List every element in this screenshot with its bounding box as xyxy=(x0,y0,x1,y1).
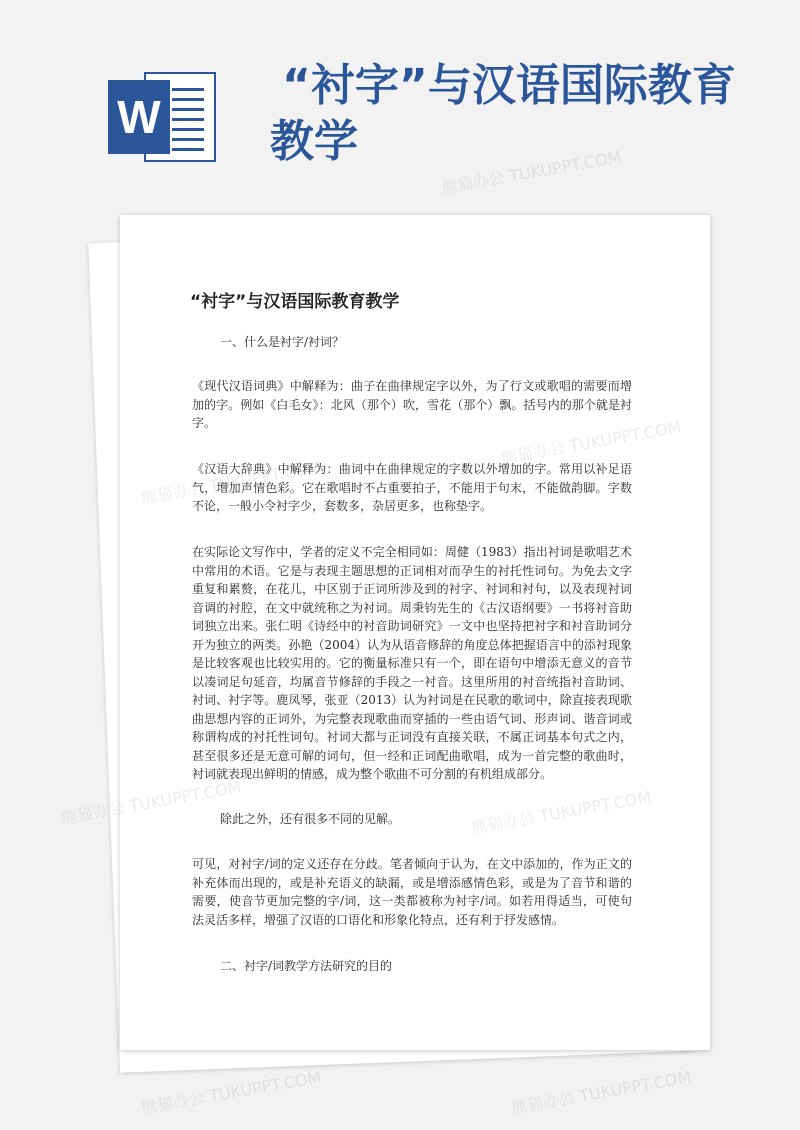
document-title: “衬字”与汉语国际教育教学 xyxy=(190,292,400,312)
section-heading-1: 一、什么是衬字/衬词？ xyxy=(220,335,345,349)
paragraph-modern-dictionary: 《现代汉语词典》中解释为：曲子在曲律规定字以外，为了行文或歌唱的需要而增加的字。例如《白毛女》：北风（那个）吹，雪花（那个）飘。括号内的那个就是衬字。 xyxy=(192,379,632,430)
watermark: 熊猫办公 xyxy=(59,797,127,828)
watermark: 熊猫办公 TUKUPPT.COM xyxy=(139,1067,323,1118)
document-page[interactable] xyxy=(120,215,710,1050)
paragraph-conclusion: 可见，对衬字/词的定义还存在分歧。笔者倾向于认为，在文中添加的，作为正文的补充体而出现的，或是补充语义的缺漏，或是增添感情色彩，或是为了音节和谐的需要，使音节更加完整的字/词，这一类都被称为衬字/词。如若用得适当，可使句法灵活多样，增强了汉语的口语化和形象化特点，还有利于抒发感情。 xyxy=(192,857,632,927)
section-heading-2: 二、衬字/词教学方法研究的目的 xyxy=(220,959,393,973)
paragraph-scholar-definitions: 在实际论文写作中，学者的定义不完全相同如：周健（1983）指出衬词是歌唱艺术中常用的术语。它是与表现主题思想的正词相对而孕生的衬托性词句。为免去文字重复和累赘，在花儿，中区别于正词所涉及到的衬字、衬词和衬句，以及表现衬词音调的衬腔，在文中就统称之为衬词。周秉钧先生的《古汉语纲要》一书将衬音助词独立出来。张仁明《诗经中的衬音助词研究》一文中也坚持把衬字和衬音助词分开为独立的两类。孙艳（2004）认为从语音修辞的角度总体把握语言中的添衬现象是比较客观也比较实用的。它的衡量标准只有一个，即在语句中增添无意义的音节以凑词足句延音，均属音节修辞的手段之一衬音。这里所用的衬音统指衬音助词、衬词、衬字等。鹿凤琴，张亚（2013）认为衬词是在民歌的歌词中，除直接表现歌曲思想内容的正词外，为完整表现歌曲而穿插的一些由语气词、形声词、谐音词或称谓构成的衬托性词句。衬词大都与正词没有直接关联，不属正词基本句式之内，甚至很多还是无意可解的词句，但一经和正词配曲歌唱，成为一首完整的歌曲时，衬词就表现出鲜明的情感，成为整个歌曲不可分割的有机组成部分。 xyxy=(192,545,632,781)
watermark: 熊猫办公 TUKUPPT.COM xyxy=(439,147,623,198)
word-letter: W xyxy=(108,80,170,154)
word-icon xyxy=(108,72,216,162)
paragraph-great-dictionary: 《汉语大辞典》中解释为：曲词中在曲律规定的字数以外增加的字。常用以补足语气，增加声情色彩。它在歌唱时不占重要拍子，不能用于句末，不能做韵脚。字数不论，一般小令衬字少，套数多，杂居更多，也称垫字。 xyxy=(192,462,632,513)
paragraph-other-views: 除此之外，还有很多不同的见解。 xyxy=(220,812,401,826)
header-title: “衬字”与汉语国际教育教学 xyxy=(270,60,736,167)
watermark: 熊猫办公 TUKUPPT.COM xyxy=(509,1067,693,1118)
